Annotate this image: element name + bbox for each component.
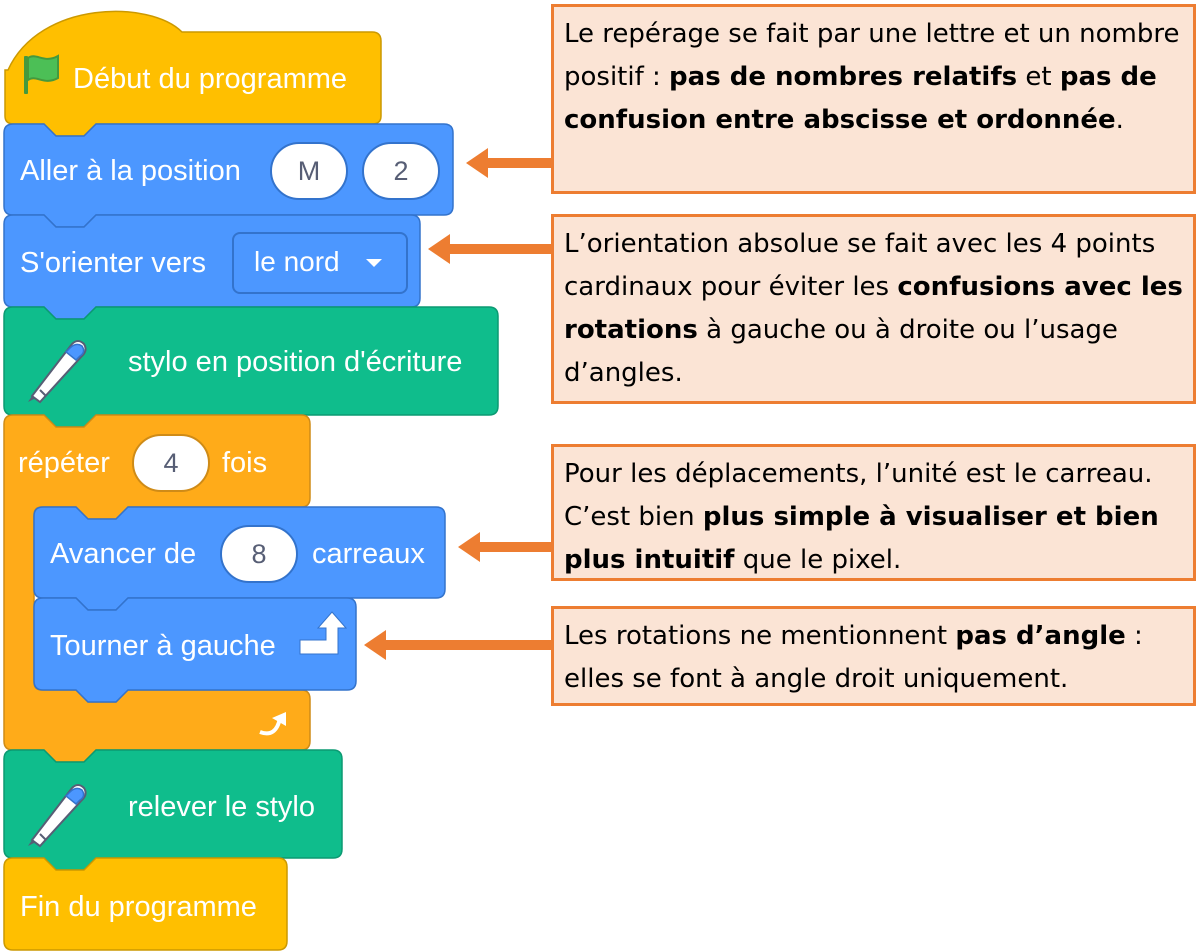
- goto-x-input[interactable]: M: [270, 142, 348, 200]
- arrow-to-orient: [428, 232, 554, 266]
- note-rotation: Les rotations ne mentionnent pas d’angle : elles se font à angle droit uniquement.: [551, 606, 1196, 706]
- orient-dropdown-value: le nord: [254, 246, 340, 277]
- move-block-suffix: carreaux: [312, 538, 425, 570]
- turn-block-label: Tourner à gauche: [50, 630, 276, 662]
- note-orientation: L’orientation absolue se fait avec les 4 points cardinaux pour éviter les confusions avec les rotations à gauche ou à droite ou l’usage d’angles.: [551, 214, 1196, 404]
- arrow-to-move: [458, 530, 554, 564]
- goto-block-label: Aller à la position: [20, 155, 241, 187]
- arrow-to-goto: [466, 146, 556, 180]
- move-block-label: Avancer de: [50, 538, 197, 570]
- repeat-block-suffix: fois: [222, 447, 268, 479]
- goto-y-input[interactable]: 2: [362, 142, 440, 200]
- repeat-count-input[interactable]: 4: [132, 434, 210, 492]
- orient-block-label: S'orienter vers: [20, 247, 207, 279]
- start-block-label: Début du programme: [73, 63, 348, 95]
- end-block-label: Fin du programme: [20, 891, 257, 923]
- note-position: Le repérage se fait par une lettre et un nombre positif : pas de nombres relatifs et pas de confusion entre abscisse et ordonnée.: [551, 4, 1196, 194]
- arrow-to-turn: [364, 628, 554, 662]
- move-steps-input[interactable]: 8: [220, 525, 298, 583]
- orient-dropdown[interactable]: [232, 232, 408, 294]
- note-movement: Pour les déplacements, l’unité est le carreau. C’est bien plus simple à visualiser et bien plus intuitif que le pixel.: [551, 444, 1196, 581]
- repeat-block-label: répéter: [18, 447, 110, 479]
- dropdown-caret-icon: [364, 256, 384, 270]
- pen-down-block-label: stylo en position d'écriture: [128, 346, 463, 378]
- pen-up-block-label: relever le stylo: [128, 791, 315, 823]
